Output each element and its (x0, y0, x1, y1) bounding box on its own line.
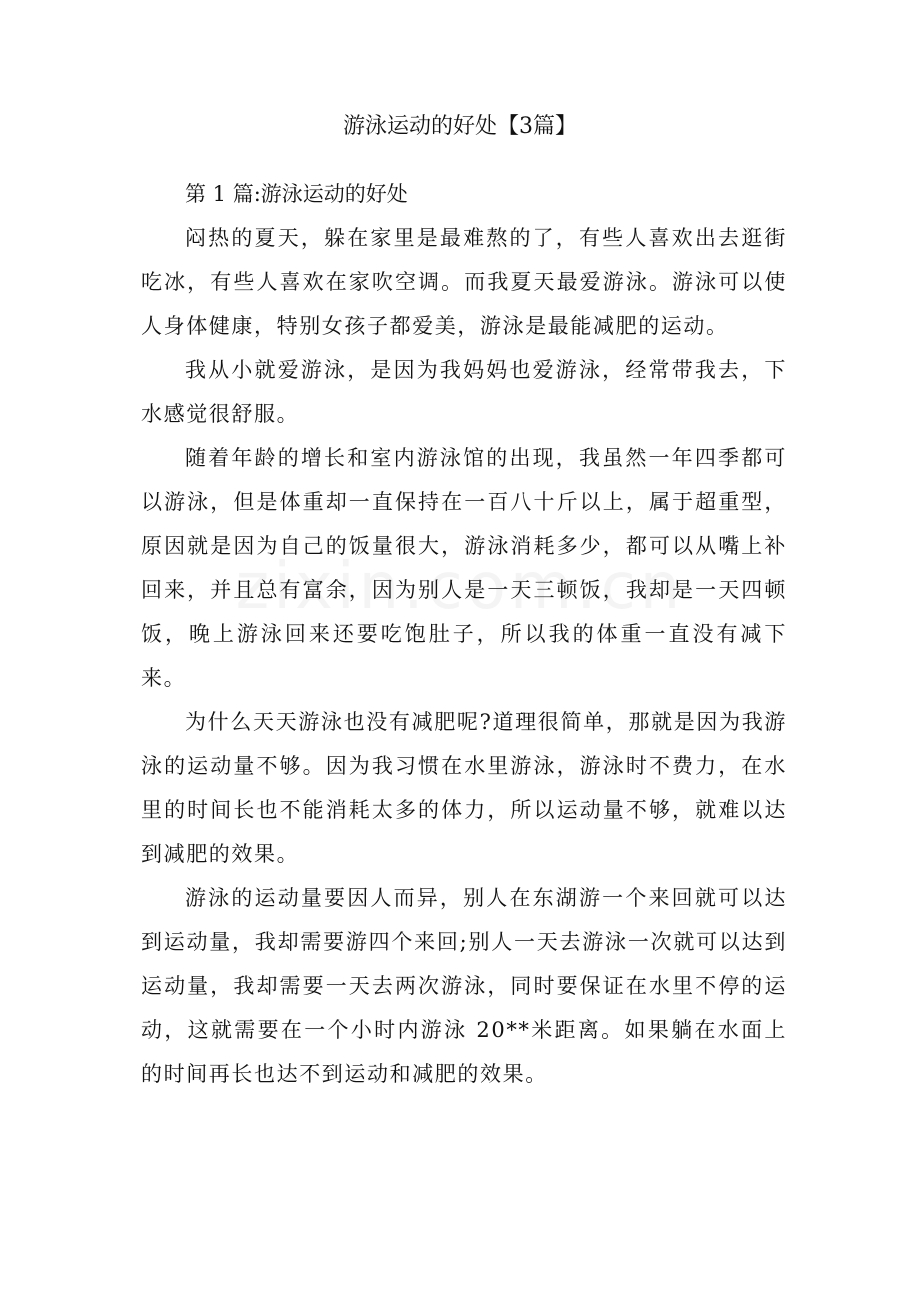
section-heading: 第 1 篇:游泳运动的好处 (185, 182, 408, 206)
watermark (0, 550, 920, 624)
paragraph-4: 为什么天天游泳也没有减肥呢?道理很简单，那就是因为我游泳的运动量不够。因为我习惯在水里游泳，游泳时不费力，在水里的时间长也不能消耗太多的体力，所以运动量不够，就难以达到减肥的效果。 (141, 710, 787, 866)
paragraph-2: 我从小就爱游泳，是因为我妈妈也爱游泳，经常带我去，下水感觉很舒服。 (141, 358, 787, 426)
paragraph-5: 游泳的运动量要因人而异，别人在东湖游一个来回就可以达到运动量，我却需要游四个来回;别人一天去游泳一次就可以达到运动量，我却需要一天去两次游泳，同时要保证在水里不停的运动，这就需要在一个小时内游泳 20**米距离。如果躺在水面上的时间再长也达不到运动和减肥的效果。 (141, 886, 787, 1086)
paragraph-1: 闷热的夏天，躲在家里是最难熬的了，有些人喜欢出去逛街吃冰，有些人喜欢在家吹空调。而我夏天最爱游泳。游泳可以使人身体健康，特别女孩子都爱美，游泳是最能减肥的运动。 (141, 226, 787, 338)
document-body (141, 172, 787, 1096)
paragraph-3: 随着年龄的增长和室内游泳馆的出现，我虽然一年四季都可以游泳，但是体重却一直保持在一百八十斤以上，属于超重型，原因就是因为自己的饭量很大，游泳消耗多少，都可以从嘴上补回来，并且总有富余，因为别人是一天三顿饭，我却是一天四顿饭，晚上游泳回来还要吃饱肚子，所以我的体重一直没有减下来。 (141, 446, 787, 690)
document-title: 游泳运动的好处【3篇】 (343, 114, 577, 139)
